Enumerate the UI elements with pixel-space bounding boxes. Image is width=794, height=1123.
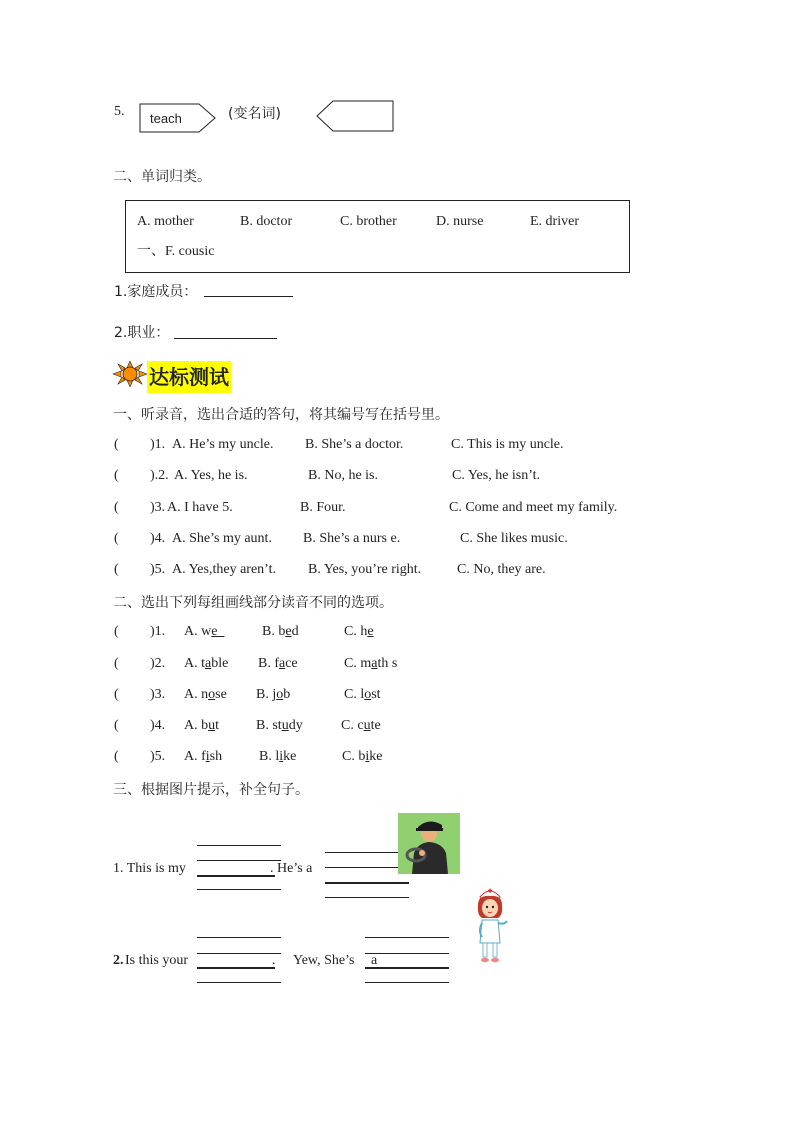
writing-line (197, 889, 281, 890)
option-a: A. but (184, 718, 220, 733)
writing-line (325, 867, 409, 868)
part1-title: 一、听录音，选出合适的答句，将其编号写在括号里。 (113, 407, 449, 423)
option-b: B. She’s a nurs e. (303, 531, 401, 546)
writing-line (365, 937, 449, 938)
option-b: B. face (258, 656, 298, 671)
writing-line (197, 953, 281, 954)
writing-line (365, 953, 449, 954)
answer-paren[interactable]: ( (114, 624, 119, 639)
sun-icon (112, 361, 148, 387)
writing-line (365, 982, 449, 983)
answer-paren[interactable]: ( (114, 500, 119, 515)
item-number: )4. (150, 531, 166, 546)
option-c: C. No, they are. (457, 562, 546, 577)
item-number: )3. (150, 500, 166, 515)
option-c: C. lost (344, 687, 381, 702)
item-number: )5. (150, 562, 166, 577)
option-b: B. No, he is. (308, 468, 378, 483)
sentence2-number: 2. (113, 953, 124, 968)
option-b: B. Four. (300, 500, 346, 515)
answer-blank[interactable] (197, 967, 275, 969)
test-title: 达标测试 (147, 361, 231, 393)
sentence2-period: . (272, 953, 276, 968)
answer-blank[interactable] (197, 875, 275, 877)
answer-paren[interactable]: ( (114, 687, 119, 702)
option-a: A. He’s my uncle. (172, 437, 274, 452)
option-b: B. bed (262, 624, 299, 639)
option-a: A. Yes,they aren’t. (172, 562, 276, 577)
option-b: B. study (256, 718, 303, 733)
writing-line (197, 860, 281, 861)
word-option-a: A. mother (137, 214, 194, 229)
option-c: C. math s (344, 656, 398, 671)
writing-line (325, 852, 409, 853)
answer-paren[interactable]: ( (114, 656, 119, 671)
item-number: )1. (150, 437, 166, 452)
word-option-c: C. brother (340, 214, 397, 229)
item-number: )1. (150, 624, 166, 639)
sentence1-start: 1. This is my (113, 861, 186, 876)
answer-paren[interactable]: ( (114, 562, 119, 577)
option-a: A. table (184, 656, 229, 671)
job-blank[interactable] (174, 338, 277, 339)
option-b: B. like (259, 749, 297, 764)
answer-paren[interactable]: ( (114, 531, 119, 546)
item-number: )2. (150, 656, 166, 671)
option-c: C. he (344, 624, 374, 639)
part2-title: 二、选出下列每组画线部分读音不同的选项。 (113, 595, 393, 611)
item-number: )5. (150, 749, 166, 764)
family-label: 1.家庭成员： (114, 284, 198, 300)
option-b: B. job (256, 687, 291, 702)
nurse-picture (470, 885, 510, 965)
section2-title: 二、单词归类。 (113, 169, 211, 185)
q5-number: 5. (114, 104, 125, 119)
driver-picture (398, 813, 460, 874)
option-a: A. She’s my aunt. (172, 531, 272, 546)
option-c: C. bike (342, 749, 383, 764)
option-c: C. She likes music. (460, 531, 568, 546)
option-a: A. Yes, he is. (174, 468, 248, 483)
option-a: A. nose (184, 687, 227, 702)
writing-line (197, 845, 281, 846)
answer-paren[interactable]: ( (114, 718, 119, 733)
answer-blank[interactable] (325, 882, 409, 884)
q5-word: teach (150, 111, 182, 126)
answer-paren[interactable]: ( (114, 437, 119, 452)
writing-line (197, 982, 281, 983)
option-b: B. Yes, you’re right. (308, 562, 422, 577)
sentence2-answer: Yew, She’s (293, 953, 355, 968)
word-options-box (125, 200, 630, 273)
sentence2-start: Is this your (125, 953, 188, 968)
item-number: ).2. (150, 468, 169, 483)
option-c: C. cute (341, 718, 381, 733)
sentence1-mid: . He’s a (270, 861, 313, 876)
part3-title: 三、根据图片提示，补全句子。 (113, 782, 309, 798)
option-c: C. Come and meet my family. (449, 500, 618, 515)
option-a: A. we (184, 624, 218, 639)
option-c: C. Yes, he isn’t. (452, 468, 541, 483)
answer-blank[interactable] (365, 967, 449, 969)
answer-paren[interactable]: ( (114, 749, 119, 764)
option-b: B. She’s a doctor. (305, 437, 404, 452)
family-blank[interactable] (204, 296, 293, 297)
option-a: A. fish (184, 749, 223, 764)
item-number: )3. (150, 687, 166, 702)
word-option-d: D. nurse (436, 214, 484, 229)
writing-line (197, 937, 281, 938)
answer-paren[interactable]: ( (114, 468, 119, 483)
word-option-f: 一、F. cousic (137, 244, 215, 259)
job-label: 2.职业： (114, 325, 170, 341)
item-number: )4. (150, 718, 166, 733)
option-c: C. This is my uncle. (451, 437, 564, 452)
q5-hint: (变名词) (228, 106, 281, 122)
writing-line (325, 897, 409, 898)
option-a: A. I have 5. (167, 500, 233, 515)
word-option-b: B. doctor (240, 214, 293, 229)
sentence2-article: a (371, 953, 378, 968)
answer-arrow-box[interactable] (315, 100, 395, 132)
word-option-e: E. driver (530, 214, 579, 229)
